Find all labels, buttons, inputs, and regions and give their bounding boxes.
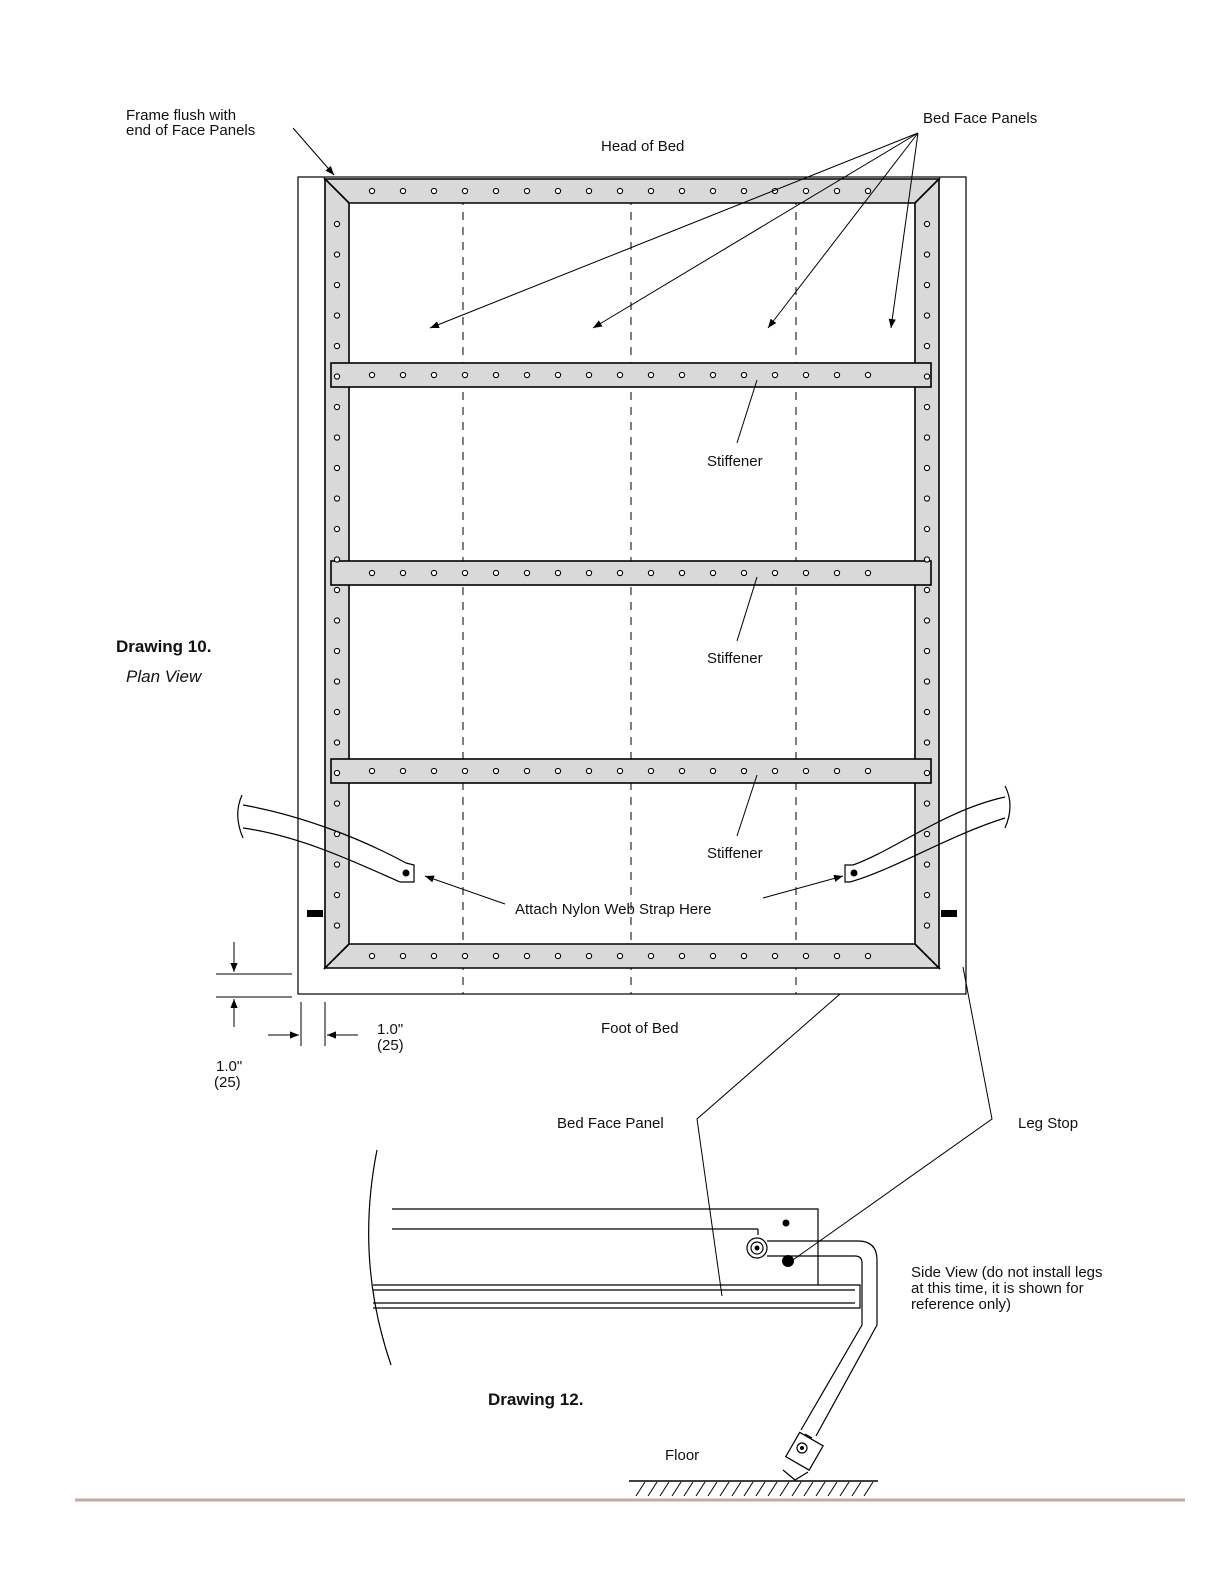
bolt-hole (865, 953, 870, 958)
hatch-mark (768, 1482, 777, 1496)
bolt-hole (524, 953, 529, 958)
bolt-hole (555, 372, 560, 377)
bolt-hole (369, 570, 374, 575)
bolt-hole (710, 372, 715, 377)
bolt-hole (400, 372, 405, 377)
hatch-mark (792, 1482, 801, 1496)
bolt-hole (679, 570, 684, 575)
bolt-hole (865, 570, 870, 575)
bolt-hole (648, 570, 653, 575)
bolt-hole (924, 648, 929, 653)
dim-h-value: 1.0" (377, 1021, 404, 1038)
strap-leader-left (425, 876, 505, 904)
bolt-hole (334, 587, 339, 592)
hatch-mark (840, 1482, 849, 1496)
bolt-hole (617, 188, 622, 193)
bolt-hole (586, 768, 591, 773)
bolt-hole (924, 740, 929, 745)
bolt-hole (334, 435, 339, 440)
bolt-hole (617, 768, 622, 773)
bolt-hole (555, 188, 560, 193)
stiffener-label-2: Stiffener (707, 650, 763, 667)
bolt-hole (334, 282, 339, 287)
bolt-hole (924, 465, 929, 470)
bolt-hole (493, 953, 498, 958)
bolt-hole (334, 252, 339, 257)
frame-flush-label-line2: end of Face Panels (126, 122, 256, 139)
bolt-hole (334, 679, 339, 684)
folding-leg (767, 1241, 877, 1480)
bed-face-panel-label: Bed Face Panel (557, 1115, 664, 1132)
bolt-hole (741, 570, 746, 575)
bolt-hole (772, 768, 777, 773)
bolt-hole (924, 892, 929, 897)
bolt-hole (524, 188, 529, 193)
bolt-hole (586, 188, 591, 193)
bolt-hole (400, 570, 405, 575)
hatch-mark (696, 1482, 705, 1496)
bolt-hole (865, 372, 870, 377)
plan-view (116, 107, 1037, 1091)
bolt-hole (555, 953, 560, 958)
bolt-hole (648, 953, 653, 958)
face-panels-leader-2 (593, 133, 918, 328)
bolt-hole (924, 862, 929, 867)
side-view-note-line2: at this time, it is shown for (911, 1280, 1084, 1297)
bolt-hole (924, 557, 929, 562)
stiffener-leader-2 (737, 577, 757, 641)
hatch-mark (744, 1482, 753, 1496)
bolt-hole (334, 557, 339, 562)
bed-face-panels-label: Bed Face Panels (923, 110, 1038, 127)
bolt-hole (586, 570, 591, 575)
hatch-mark (732, 1482, 741, 1496)
bolt-hole (334, 892, 339, 897)
bolt-hole (334, 770, 339, 775)
bolt-hole (803, 188, 808, 193)
bolt-hole (924, 496, 929, 501)
floor-label: Floor (665, 1447, 700, 1464)
frame-bottom-rail (325, 944, 939, 968)
bolt-hole (679, 768, 684, 773)
drawing12-title: Drawing 12. (488, 1390, 584, 1409)
stiffener-label-3: Stiffener (707, 845, 763, 862)
bolt-hole (924, 587, 929, 592)
bolt-hole (524, 570, 529, 575)
side-view (369, 967, 1103, 1496)
hatch-mark (672, 1482, 681, 1496)
bolt-hole (924, 343, 929, 348)
hatch-mark (660, 1482, 669, 1496)
bolt-hole (924, 221, 929, 226)
bolt-hole (334, 526, 339, 531)
bolt-hole (334, 404, 339, 409)
hatch-mark (852, 1482, 861, 1496)
bolt-hole (334, 618, 339, 623)
stiffener-label-1: Stiffener (707, 453, 763, 470)
stiffener-bar-1 (331, 363, 931, 387)
bolt-hole (803, 570, 808, 575)
leg-stop-right (941, 910, 957, 917)
hatch-mark (720, 1482, 729, 1496)
face-panels-leader-1 (430, 133, 918, 328)
hatch-mark (756, 1482, 765, 1496)
leg-stop-label: Leg Stop (1018, 1115, 1079, 1132)
bolt-hole (924, 282, 929, 287)
bolt-hole (334, 740, 339, 745)
bolt-hole (400, 953, 405, 958)
side-view-note-line1: Side View (do not install legs (911, 1264, 1103, 1281)
bolt-hole (369, 953, 374, 958)
bolt-hole (803, 768, 808, 773)
stiffener-leader-3 (737, 775, 757, 836)
bolt-hole (493, 372, 498, 377)
bolt-hole (710, 570, 715, 575)
bolt-hole (462, 372, 467, 377)
bolt-hole (834, 372, 839, 377)
bolt-hole (924, 404, 929, 409)
stiffener-bar-2 (331, 561, 931, 585)
bolt-hole (679, 372, 684, 377)
bolt-hole (924, 709, 929, 714)
bolt-hole (334, 709, 339, 714)
foot-of-bed-label: Foot of Bed (601, 1020, 679, 1037)
frame-flush-leader (293, 128, 334, 175)
hatch-mark (708, 1482, 717, 1496)
frame-top-rail (325, 179, 939, 203)
bolt-hole (334, 648, 339, 653)
hatch-mark (816, 1482, 825, 1496)
hatch-mark (804, 1482, 813, 1496)
dim-v-metric: (25) (214, 1074, 241, 1091)
bolt-hole (462, 188, 467, 193)
floor-hatch (636, 1482, 873, 1496)
face-panel-side (373, 1285, 860, 1308)
bolt-hole (865, 188, 870, 193)
hatch-mark (636, 1482, 645, 1496)
bolt-hole (803, 372, 808, 377)
bolt-hole (369, 372, 374, 377)
strap-label: Attach Nylon Web Strap Here (515, 901, 712, 918)
bolt-hole (834, 188, 839, 193)
bolt-hole (924, 770, 929, 775)
bolt-hole (334, 923, 339, 928)
bolt-hole (334, 801, 339, 806)
bolt-hole (741, 372, 746, 377)
bolt-hole (924, 252, 929, 257)
dimension-vertical (216, 942, 292, 1027)
bolt-hole (648, 768, 653, 773)
bolt-hole (710, 953, 715, 958)
bolt-hole (462, 768, 467, 773)
bolt-hole (617, 372, 622, 377)
bolt-hole (334, 496, 339, 501)
drawing10-title: Drawing 10. (116, 637, 212, 656)
dim-h-metric: (25) (377, 1037, 404, 1054)
bolt-hole (834, 953, 839, 958)
bolt-hole (524, 372, 529, 377)
bolt-hole (334, 343, 339, 348)
hatch-mark (864, 1482, 873, 1496)
bolt-hole (924, 618, 929, 623)
bolt-hole (741, 188, 746, 193)
bolt-hole (334, 313, 339, 318)
bolt-hole (648, 188, 653, 193)
hatch-mark (780, 1482, 789, 1496)
leg-stop-left (307, 910, 323, 917)
head-of-bed-label: Head of Bed (601, 138, 685, 155)
bolt-hole (493, 188, 498, 193)
bolt-hole (431, 372, 436, 377)
bolt-hole (679, 188, 684, 193)
hatch-mark (684, 1482, 693, 1496)
bolt-hole (524, 768, 529, 773)
bolt-hole (772, 570, 777, 575)
dimension-horizontal (268, 1002, 358, 1046)
bolt-hole (334, 221, 339, 226)
bolt-hole (834, 768, 839, 773)
hatch-mark (648, 1482, 657, 1496)
bolt-hole (555, 570, 560, 575)
bolt-hole (555, 768, 560, 773)
bolt-hole (617, 953, 622, 958)
bolt-hole (710, 188, 715, 193)
bolt-hole (924, 526, 929, 531)
stiffener-leader-1 (737, 380, 757, 443)
bolt-hole (369, 768, 374, 773)
bolt-hole (431, 570, 436, 575)
bolt-hole (586, 953, 591, 958)
bolt-hole (924, 435, 929, 440)
bolt-hole (400, 188, 405, 193)
bolt-hole (431, 768, 436, 773)
bolt-hole (431, 953, 436, 958)
bolt-hole (648, 372, 653, 377)
bolt-hole (431, 188, 436, 193)
bolt-hole (924, 801, 929, 806)
break-line-left (369, 1150, 391, 1365)
bolt-hole (924, 313, 929, 318)
bolt-hole (741, 953, 746, 958)
bolt-hole (493, 768, 498, 773)
bolt-hole (462, 570, 467, 575)
side-view-note-line3: reference only) (911, 1296, 1012, 1313)
bolt-hole (493, 570, 498, 575)
bolt-hole (865, 768, 870, 773)
bolt-hole (803, 953, 808, 958)
bolt-hole (462, 953, 467, 958)
bolt-hole (369, 188, 374, 193)
bolt-hole (924, 679, 929, 684)
bolt-hole (334, 862, 339, 867)
bolt-hole (679, 953, 684, 958)
bolt-hole (617, 570, 622, 575)
drawing10-subtitle: Plan View (126, 667, 202, 686)
dim-v-value: 1.0" (216, 1058, 243, 1075)
bolt-hole (710, 768, 715, 773)
bolt-hole (924, 923, 929, 928)
bolt-hole (586, 372, 591, 377)
bolt-hole (334, 374, 339, 379)
bolt-hole (334, 465, 339, 470)
bolt-hole (400, 768, 405, 773)
bolt-hole (772, 372, 777, 377)
side-rail (392, 1209, 818, 1285)
strap-leader-right (763, 876, 843, 898)
bolt-hole (834, 570, 839, 575)
bolt-hole (741, 768, 746, 773)
frame-flush-label-line1: Frame flush with (126, 107, 237, 124)
bolt-hole (924, 831, 929, 836)
hatch-mark (828, 1482, 837, 1496)
stiffener-bar-3 (331, 759, 931, 783)
bolt-hole (772, 953, 777, 958)
bolt-hole (924, 374, 929, 379)
